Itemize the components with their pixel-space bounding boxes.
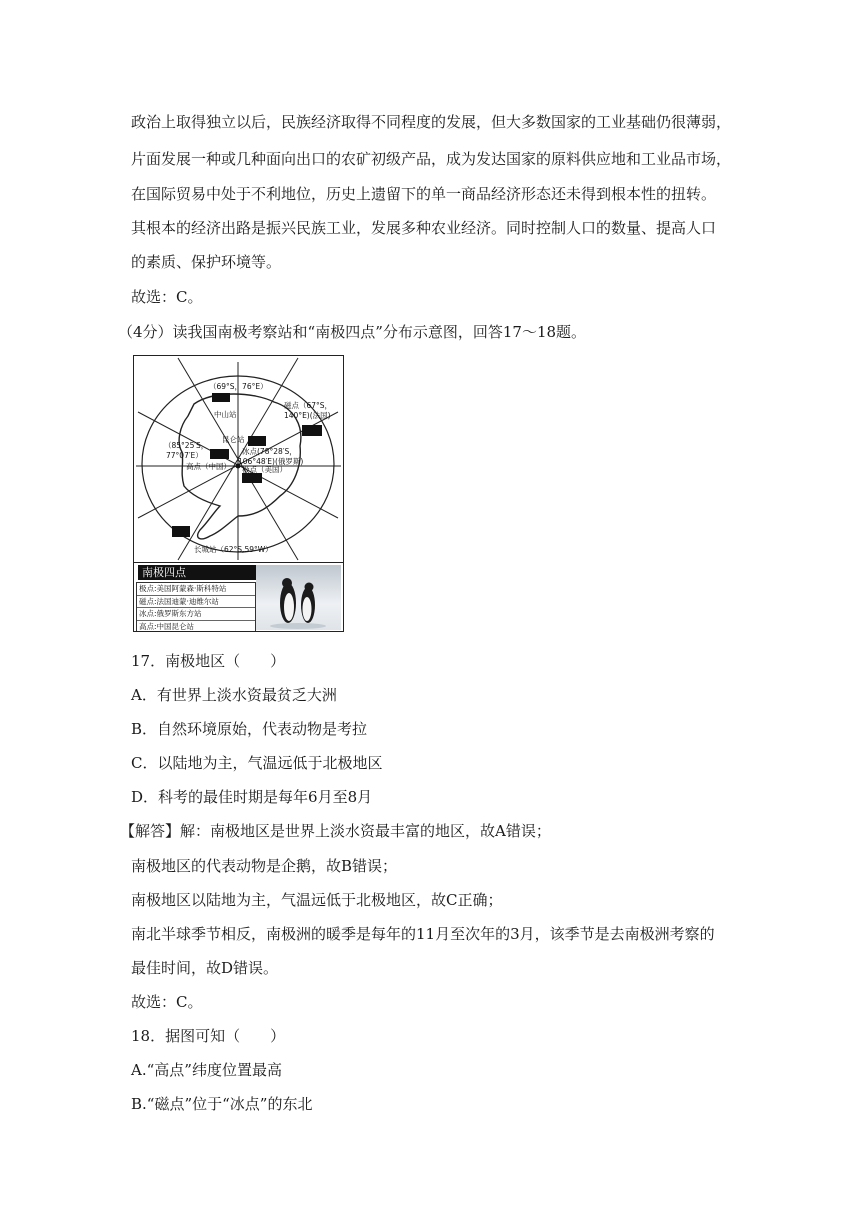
option-c: C．以陆地为主，气温远低于北极地区 [131, 754, 383, 772]
antarctica-map [134, 356, 343, 562]
map-label: 长城站（62°S,59°W） [194, 545, 273, 554]
pole-marker [242, 473, 262, 483]
legend-row: 冰点:俄罗斯东方站 [137, 608, 255, 621]
legend-panel [134, 562, 343, 632]
high-point-marker [210, 449, 229, 459]
answer-line: 故选：C。 [131, 993, 203, 1011]
changcheng-station-marker [172, 526, 190, 537]
map-label: 冰点(78°28′S， [242, 447, 297, 456]
map-label: 140°E)(法国) [284, 411, 331, 420]
answer-line: 故选：C。 [131, 288, 203, 306]
map-label: 昆仑站 [222, 435, 245, 444]
explanation-line: 南极地区的代表动物是企鹅，故B错误； [131, 857, 398, 875]
map-label: 磁点（67°S， [284, 401, 333, 410]
map-label: （85°25′S， [164, 441, 209, 450]
map-label: 极点（美国） [242, 465, 287, 474]
magnetic-pole-marker [302, 425, 322, 436]
text-line: 其根本的经济出路是振兴民族工业，发展多种农业经济。同时控制人口的数量、提高人口 [131, 219, 717, 237]
question-18: 18．据图可知（ ） [131, 1027, 286, 1045]
legend-list [136, 582, 256, 632]
penguins-image [256, 565, 341, 630]
penguin-photo [256, 565, 341, 630]
legend-row: 高点:中国昆仑站 [139, 621, 195, 631]
text-line: 在国际贸易中处于不利地位，历史上遗留下的单一商品经济形态还未得到根本性的扭转。 [131, 185, 717, 203]
option-a: A.“高点”纬度位置最高 [131, 1061, 282, 1079]
antarctica-map-figure [133, 355, 344, 632]
text-line: 的素质、保护环境等。 [131, 253, 282, 271]
explanation-line: 最佳时间，故D错误。 [131, 959, 279, 977]
option-b: B.“磁点”位于“冰点”的东北 [131, 1095, 313, 1113]
legend-title: 南极四点 [138, 565, 258, 580]
map-label: 106°48′E)(俄罗斯) [238, 457, 304, 466]
option-d: D．科考的最佳时期是每年6月至8月 [131, 788, 373, 806]
legend-row: 极点:美国阿蒙森·斯科特站 [137, 583, 255, 596]
text-line: 政治上取得独立以后，民族经济取得不同程度的发展，但大多数国家的工业基础仍很薄弱， [131, 113, 732, 131]
legend-row: 磁点:法国迪蒙·迪维尔站 [137, 596, 255, 609]
answer-explanation: 【解答】解：南极地区是世界上淡水资最丰富的地区，故A错误； [120, 822, 551, 840]
option-a: A．有世界上淡水资最贫乏大洲 [131, 686, 337, 704]
question-17: 17．南极地区（ ） [131, 652, 286, 670]
map-label: （69°S，76°E） [209, 382, 268, 391]
explanation-line: 南北半球季节相反，南极洲的暖季是每年的11月至次年的3月，该季节是去南极洲考察的 [131, 925, 715, 943]
zhongshan-station-marker [212, 393, 230, 402]
kunlun-station-marker [248, 436, 266, 446]
explanation-line: 南极地区以陆地为主，气温远低于北极地区，故C正确； [131, 891, 503, 909]
option-b: B．自然环境原始，代表动物是考拉 [131, 720, 368, 738]
question-intro: （4分）读我国南极考察站和“南极四点”分布示意图，回答17～18题。 [118, 323, 587, 341]
map-label: 高点（中国） [186, 462, 231, 471]
map-label: 中山站 [214, 410, 237, 419]
text-line: 片面发展一种或几种面向出口的农矿初级产品，成为发达国家的原料供应地和工业品市场， [131, 150, 732, 168]
map-label: 77°07′E） [166, 451, 203, 460]
